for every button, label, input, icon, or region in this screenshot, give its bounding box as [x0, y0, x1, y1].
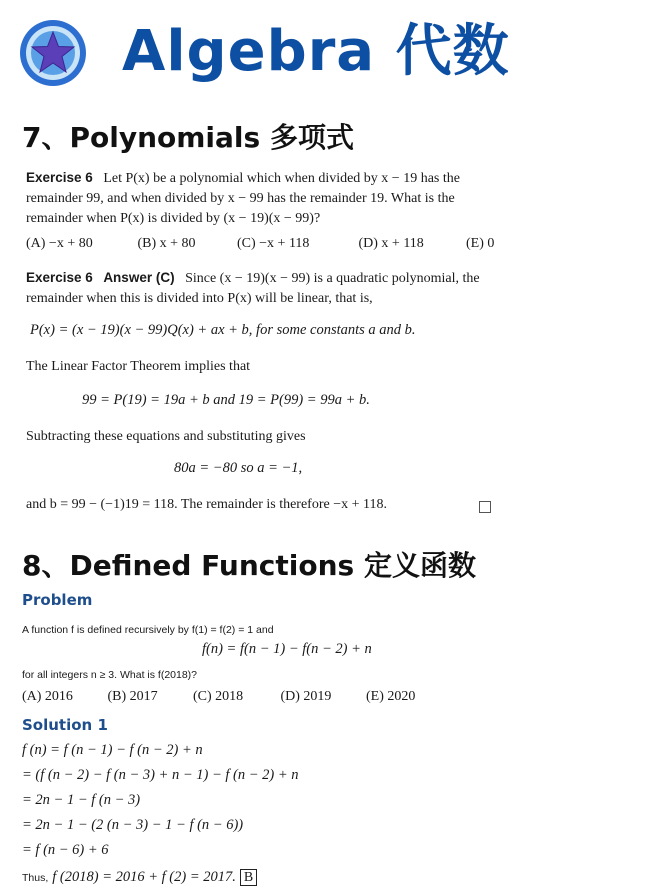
section-title-polynomials: 7、Polynomials 多项式	[22, 121, 354, 154]
solution-step: = 2n − 1 − f (n − 3)	[22, 792, 141, 808]
qed-icon	[479, 501, 491, 513]
answer-intro: Since (x − 19)(x − 99) is a quadratic polynomial, the remainder when this is divided into P(x) will be linear, that is,	[26, 271, 480, 306]
page-title: Algebra 代数	[122, 19, 510, 84]
text-conclusion: and b = 99 − (−1)19 = 118. The remainder is therefore −x + 118.	[26, 497, 387, 512]
choice-e: (E) 0	[466, 236, 495, 251]
problem-heading: Problem	[22, 591, 93, 609]
choice-a: (A) −x + 80	[26, 236, 93, 251]
equation-system: 99 = P(19) = 19a + b and 19 = P(99) = 99a + b.	[82, 392, 370, 408]
final-answer-line	[22, 868, 257, 886]
answer-head: Answer (C)	[103, 270, 175, 285]
exercise-answer	[26, 268, 496, 309]
choice-d: (D) 2019	[280, 689, 332, 704]
choice-b: (B) 2017	[107, 689, 158, 704]
section-title-defined-functions: 8、Defined Functions 定义函数	[22, 549, 476, 582]
choice-a: (A) 2016	[22, 689, 73, 704]
solution-heading: Solution 1	[22, 716, 108, 734]
exercise-problem	[26, 168, 496, 229]
final-equation: f (2018) = 2016 + f (2) = 2017.	[52, 869, 236, 885]
problem-text-2: for all integers n ≥ 3. What is f(2018)?	[22, 669, 198, 681]
solution-step: = (f (n − 2) − f (n − 3) + n − 1) − f (n − 2) + n	[22, 767, 299, 783]
solution-step: = 2n − 1 − (2 (n − 3) − 1 − f (n − 6))	[22, 817, 244, 833]
text-linear-factor: The Linear Factor Theorem implies that	[26, 359, 251, 374]
equation-remainder: P(x) = (x − 19)(x − 99)Q(x) + ax + b, for some constants a and b.	[30, 322, 416, 338]
problem-statement-1	[22, 620, 274, 638]
exercise-choices	[26, 236, 494, 252]
choice-d: (D) x + 118	[358, 236, 424, 251]
problem-text-1: A function f is defined recursively by f(1) = f(2) = 1 and	[22, 624, 274, 636]
problem-statement-2	[22, 665, 197, 683]
choice-b: (B) x + 80	[137, 236, 196, 251]
final-prefix: Thus,	[22, 872, 49, 884]
choice-c: (C) 2018	[193, 689, 244, 704]
text-subtracting: Subtracting these equations and substituting gives	[26, 429, 306, 444]
solution-step: = f (n − 6) + 6	[22, 842, 109, 858]
exercise-text: Let P(x) be a polynomial which when divided by x − 19 has the remainder 99, and when divided by x − 99 has the remainder 19. What is the remainder when P(x) is divided by (x − 19)(x − 99)?	[26, 171, 460, 226]
solution-step: f (n) = f (n − 1) − f (n − 2) + n	[22, 742, 203, 758]
problem-choices	[22, 689, 415, 705]
choice-e: (E) 2020	[366, 689, 416, 704]
answer-label: Exercise 6	[26, 270, 93, 285]
star-badge-icon	[18, 18, 88, 88]
recurrence-equation: f(n) = f(n − 1) − f(n − 2) + n	[202, 641, 372, 657]
exercise-label: Exercise 6	[26, 170, 93, 185]
header	[18, 10, 658, 90]
final-answer-box: B	[240, 869, 257, 886]
choice-c: (C) −x + 118	[237, 236, 310, 251]
equation-solve-a: 80a = −80 so a = −1,	[174, 460, 303, 476]
